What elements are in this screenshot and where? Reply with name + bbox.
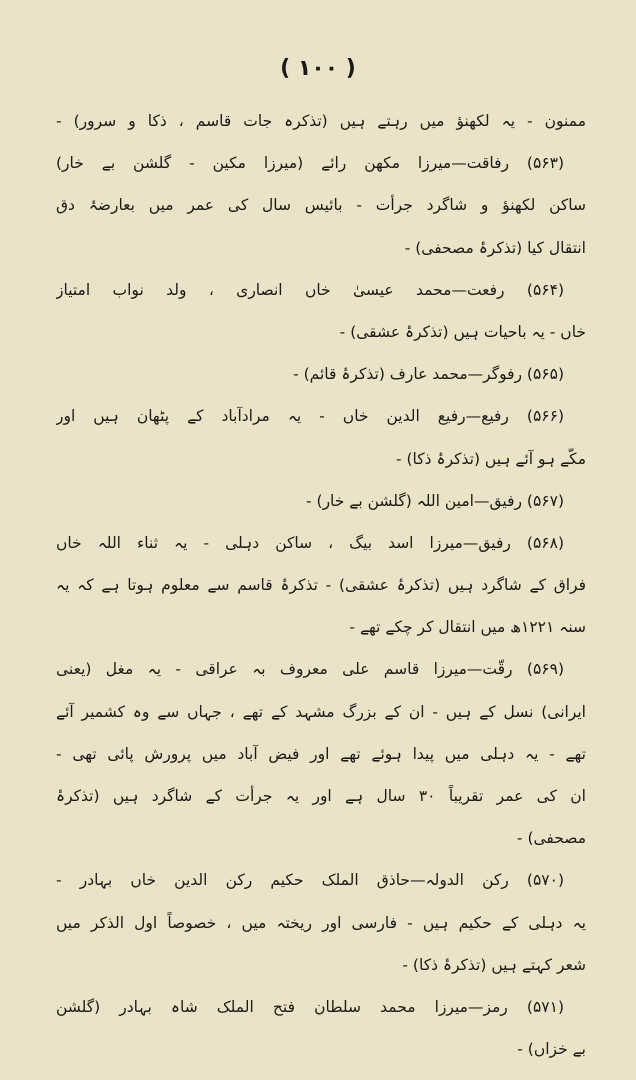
text-line: (۵۶۵) رفوگر—محمد عارف (تذکرۂ قائم) - <box>293 365 564 384</box>
text-line: سنہ ۱۲۲۱ھ میں انتقال کر چکے تھے - <box>349 618 586 637</box>
text-line: فراق کے شاگرد ہیں (تذکرۂ عشقی) - تذکرۂ قاسم سے معلوم ہوتا ہے کہ یہ <box>56 576 586 595</box>
text-line: (۵۶۷) رفیق—امین اللہ (گلشن بے خار) - <box>306 491 564 510</box>
text-line: (۵۶۳) رفاقت—میرزا مکھن رائے (میرزا مکین - گلشن بے خار) <box>56 154 564 173</box>
text-line: ممنون - یہ لکھنؤ میں رہتے ہیں (تذکرہ جات قاسم ، ذکا و سرور) - <box>56 112 586 130</box>
text-line: ایرانی) نسل کے ہیں - ان کے بزرگ مشہد کے تھے ، جہاں سے وہ کشمیر آئے <box>56 702 586 721</box>
text-line: مکّے ہو آئے ہیں (تذکرۂ ذکا) - <box>395 449 586 468</box>
text-line: (۵۶۸) رفیق—میرزا اسد بیگ ، ساکن دہلی - یہ ثناء اللہ خاں <box>56 533 564 552</box>
page-number: ( ۱۰۰ ) <box>280 56 356 81</box>
text-line: شعر کہتے ہیں (تذکرۂ ذکا) - <box>402 955 586 974</box>
text-line: ساکن لکھنؤ و شاگرد جرأت - بائیس سال کی عمر میں بعارضۂ دق <box>56 196 586 215</box>
text-line: خاں - یہ باحیات ہیں (تذکرۂ عشقی) - <box>339 322 586 341</box>
text-line: (۵۶۹) رقّت—میرزا قاسم علی معروف بہ عراقی - یہ مغل (یعنی <box>56 660 564 679</box>
page-body <box>56 100 586 1070</box>
text-line: تھے - یہ دہلی میں پیدا ہوئے تھے اور فیض آباد میں پرورش پائی تھی - <box>56 744 586 763</box>
text-line: بے خزاں) - <box>517 1040 586 1059</box>
text-line: ان کی عمر تقریباً ۳۰ سال ہے اور یہ جرأت کے شاگرد ہیں (تذکرۂ <box>56 787 586 805</box>
text-line: (۵۶۶) رفیع—رفیع الدین خاں - یہ مرادآباد کے پٹھان ہیں اور <box>56 407 564 426</box>
text-line: انتقال کیا (تذکرۂ مصحفی) - <box>404 238 586 257</box>
text-line: (۵۶۴) رفعت—محمد عیسیٰ خاں انصاری ، ولد نواب امتیاز <box>56 280 564 299</box>
text-line: مصحفی) - <box>516 829 586 848</box>
text-line: (۵۷۰) رکن الدولہ—حاذق الملک حکیم رکن الدین خاں بہادر - <box>56 871 564 890</box>
text-line: (۵۷۱) رمز—میرزا محمد سلطان فتح الملک شاہ بہادر (گلشن <box>56 997 564 1016</box>
text-line: یہ دہلی کے حکیم ہیں - فارسی اور ریختہ میں ، خصوصاً اول الذکر میں <box>56 913 586 932</box>
